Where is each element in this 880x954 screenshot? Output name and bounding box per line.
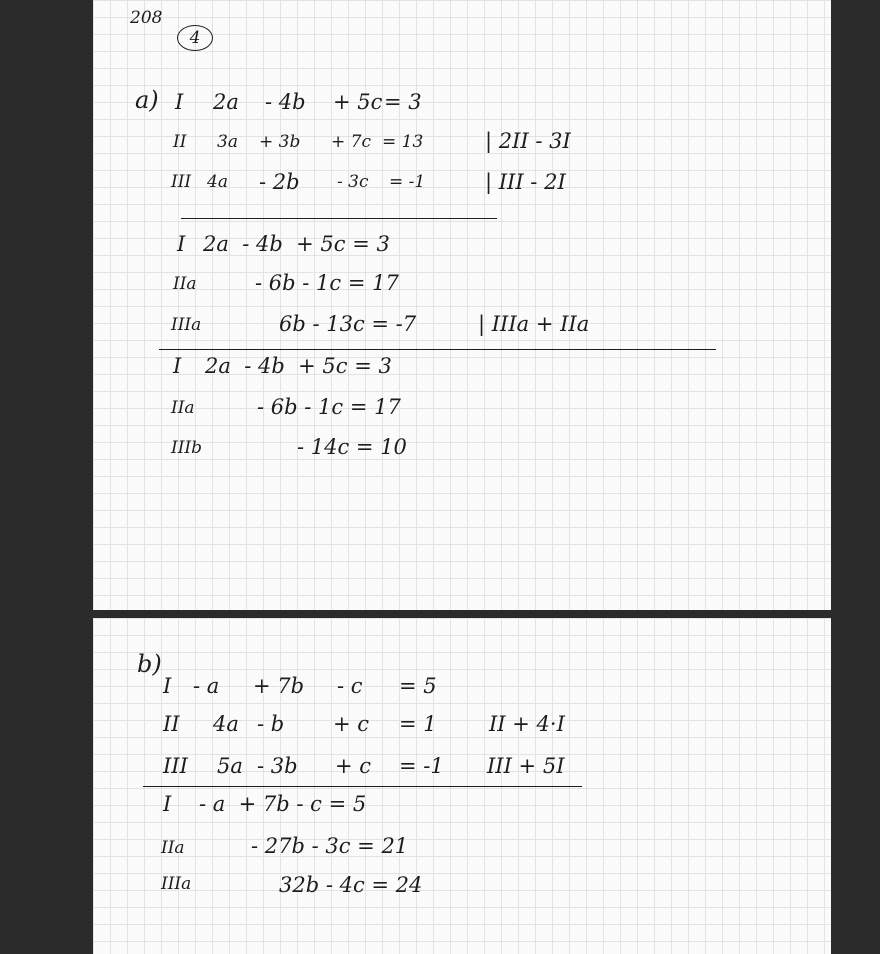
equation-expression: - a + 7b - c = 5 — [199, 792, 367, 816]
eq-label: II — [173, 132, 187, 152]
row-operation: | III - 2I — [485, 170, 566, 194]
term-a: 4a — [213, 712, 239, 736]
term-rhs: = -1 — [389, 172, 426, 192]
term-a: 3a — [217, 132, 238, 152]
equation-expression: - 6b - 1c = 17 — [255, 271, 399, 295]
eq-label: III — [163, 754, 188, 778]
part-a-label: a) — [135, 86, 159, 114]
eq-label: IIa — [171, 398, 195, 418]
term-b: - b — [257, 712, 285, 736]
eq-label: IIa — [173, 274, 197, 294]
eq-label: I — [173, 354, 182, 378]
equation-expression: - 6b - 1c = 17 — [257, 395, 401, 419]
eq-label: I — [163, 674, 172, 698]
term-b: - 3b — [257, 754, 298, 778]
row-operation: II + 4·I — [489, 712, 565, 736]
equation-expression: 6b - 13c = -7 — [279, 312, 417, 336]
separator-line — [159, 349, 716, 350]
eq-label: IIa — [161, 838, 185, 858]
term-c: + c — [335, 754, 372, 778]
term-c: + 7c — [331, 132, 371, 152]
term-b: - 4b — [265, 90, 306, 114]
separator-line — [181, 218, 497, 219]
term-b: - 2b — [259, 170, 300, 194]
notebook-page-1 — [93, 0, 831, 610]
term-c: - 3c — [337, 172, 369, 192]
equation-expression: - 14c = 10 — [297, 435, 407, 459]
equation-expression: 2a - 4b + 5c = 3 — [203, 232, 390, 256]
term-c: + 5c — [333, 90, 383, 114]
eq-label: I — [163, 792, 172, 816]
eq-label: IIIa — [171, 315, 202, 335]
eq-label: I — [177, 232, 186, 256]
eq-label: II — [163, 712, 180, 736]
row-operation: | 2II - 3I — [485, 129, 571, 153]
eq-label: IIIa — [161, 874, 192, 894]
term-a: 4a — [207, 172, 228, 192]
term-a: - a — [193, 674, 220, 698]
term-c: + c — [333, 712, 370, 736]
term-b: + 7b — [253, 674, 305, 698]
term-a: 2a — [213, 90, 239, 114]
term-a: 5a — [217, 754, 243, 778]
term-rhs: = 13 — [382, 132, 424, 152]
row-operation: | IIIa + IIa — [478, 312, 590, 336]
eq-label: IIIb — [171, 438, 203, 458]
term-rhs: = 1 — [399, 712, 437, 736]
exercise-number: 4 — [177, 25, 213, 51]
term-rhs: = 3 — [384, 90, 422, 114]
equation-expression: - 27b - 3c = 21 — [251, 834, 409, 858]
part-b-label: b) — [137, 650, 162, 678]
eq-label: III — [171, 172, 192, 192]
term-b: + 3b — [259, 132, 301, 152]
equation-expression: 2a - 4b + 5c = 3 — [205, 354, 392, 378]
separator-line — [143, 786, 582, 787]
row-operation: III + 5I — [487, 754, 565, 778]
notebook-page-2 — [93, 618, 831, 954]
term-c: - c — [337, 674, 363, 698]
equation-expression: 32b - 4c = 24 — [279, 873, 423, 897]
eq-label: I — [175, 90, 184, 114]
term-rhs: = -1 — [399, 754, 444, 778]
term-rhs: = 5 — [399, 674, 437, 698]
page-number: 208 — [130, 8, 163, 28]
